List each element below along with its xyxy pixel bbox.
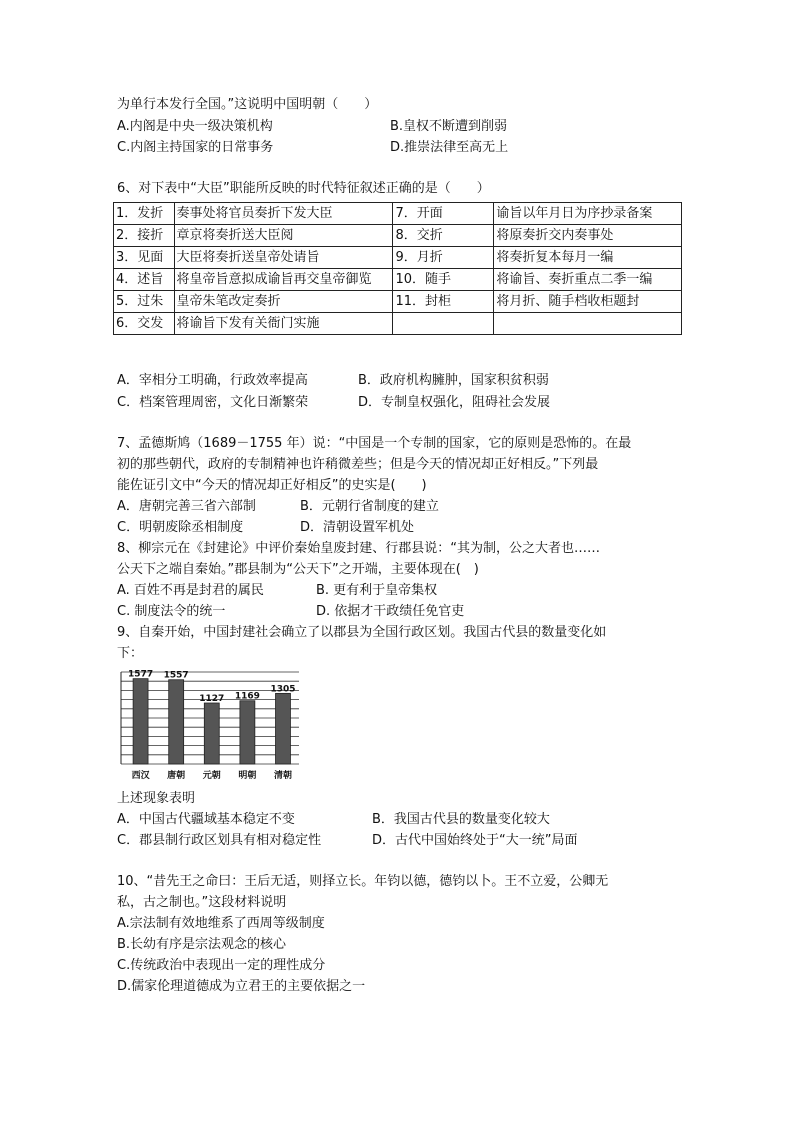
table-cell-duty: 皇帝朱笔改定奏折 [174,291,393,313]
q7-option-a: A．唐朝完善三省六部制 [117,499,256,514]
county-count-bar-chart [117,666,303,782]
q7-stem-line-3: 能佐证引文中“今天的情况却正好相反”的史实是( ) [117,478,427,493]
table-cell-term: 11．封柜 [393,291,494,313]
q8-option-c: C. 制度法令的统一 [117,604,226,619]
q5-stem-tail: 为单行本发行全国。”这说明中国明朝（ ） [117,97,378,112]
q7-option-c: C．明朝废除丞相制度 [117,520,244,535]
q6-stem: 6、对下表中“大臣”职能所反映的时代特征叙述正确的是（ ） [117,181,490,196]
q9-after-chart: 上述现象表明 [117,791,196,806]
table-cell-duty: 将奏折复本每月一编 [494,247,682,269]
table-row [114,203,682,225]
bar-唐朝 [169,680,184,764]
q5-option-c: C.内阁主持国家的日常事务 [117,140,274,155]
table-cell-term: 2．接折 [114,225,175,247]
data-label: 1305 [270,684,296,695]
table-cell-term: 3．见面 [114,247,175,269]
q6-option-d: D．专制皇权强化，阻碍社会发展 [358,395,551,410]
bar-元朝 [204,703,219,764]
q9-option-c: C．郡县制行政区划具有相对稳定性 [117,833,322,848]
table-cell-duty: 将谕旨下发有关衙门实施 [174,313,393,335]
q9-option-a: A．中国古代疆域基本稳定不变 [117,812,295,827]
table-cell-term: 5．过朱 [114,291,175,313]
q6-table [113,202,682,335]
table-cell-term: 6．交发 [114,313,175,335]
data-label: 1127 [199,694,225,705]
table-cell-duty: 奏事处将官员奏折下发大臣 [174,203,393,225]
q5-option-d: D.推崇法律至高无上 [390,140,509,155]
q8-stem-line-1: 8、柳宗元在《封建论》中评价秦始皇废封建、行郡县说：“其为制，公之大者也…… [117,541,601,556]
table-cell-duty: 将原奏折交内奏事处 [494,225,682,247]
q9-option-b: B．我国古代县的数量变化较大 [372,812,550,827]
q10-option-b: B.长幼有序是宗法观念的核心 [117,937,287,952]
table-cell-duty: 谕旨以年月日为序抄录备案 [494,203,682,225]
q5-option-b: B.皇权不断遭到削弱 [390,119,508,134]
q8-stem-line-2: 公天下之端自秦始。”郡县制为“公天下”之开端，主要体现在( ) [117,562,479,577]
table-cell-term: 9．月折 [393,247,494,269]
category-label: 清朝 [273,771,292,781]
table-row [114,247,682,269]
bar-明朝 [240,701,255,764]
bar-西汉 [133,679,148,764]
table-row [114,269,682,291]
data-label: 1557 [163,670,189,681]
table-cell-duty: 将谕旨、奏折重点二季一编 [494,269,682,291]
table-row [114,313,682,335]
q7-option-d: D．清朝设置军机处 [300,520,415,535]
q10-option-a: A.宗法制有效地维系了西周等级制度 [117,916,325,931]
q7-stem-line-1: 7、孟德斯鸠（1689－1755 年）说：“中国是一个专制的国家，它的原则是恐怖的。在最 [117,436,632,451]
category-label: 元朝 [202,771,221,781]
table-cell-duty: 将皇帝旨意拟成谕旨再交皇帝御览 [174,269,393,291]
table-row [114,225,682,247]
q6-option-c: C．档案管理周密，文化日渐繁荣 [117,395,309,410]
q8-option-a: A. 百姓不再是封君的属民 [117,583,264,598]
table-cell-term [393,313,494,335]
table-cell-duty: 将月折、随手档收柜题封 [494,291,682,313]
q6-option-a: A．宰相分工明确，行政效率提高 [117,373,308,388]
table-cell-duty [494,313,682,335]
q10-option-c: C.传统政治中表现出一定的理性成分 [117,958,326,973]
q7-option-b: B．元朝行省制度的建立 [300,499,439,514]
q5-option-a: A.内阁是中央一级决策机构 [117,119,273,134]
category-label: 明朝 [238,771,257,781]
table-cell-term: 10．随手 [393,269,494,291]
q10-stem-line-2: 私，古之制也。”这段材料说明 [117,895,287,910]
q9-stem-line-2: 下： [117,646,144,661]
q8-option-b: B. 更有利于皇帝集权 [316,583,438,598]
data-label: 1169 [234,691,260,702]
table-cell-duty: 章京将奏折送大臣阅 [174,225,393,247]
category-label: 唐朝 [167,771,186,781]
q8-option-d: D. 依据才干政绩任免官吏 [316,604,465,619]
data-label: 1577 [128,669,154,680]
q9-option-d: D．古代中国始终处于“大一统”局面 [372,833,578,848]
table-cell-term: 1．发折 [114,203,175,225]
category-label: 西汉 [131,771,150,781]
q6-option-b: B．政府机构臃肿，国家积贫积弱 [358,373,549,388]
table-cell-term: 8．交折 [393,225,494,247]
q10-option-d: D.儒家伦理道德成为立君王的主要依据之一 [117,979,366,994]
table-cell-duty: 大臣将奏折送皇帝处请旨 [174,247,393,269]
table-row [114,291,682,313]
q7-stem-line-2: 初的那些朝代，政府的专制精神也许稍微差些；但是今天的情况却正好相反。”下列最 [117,457,599,472]
table-cell-term: 4．述旨 [114,269,175,291]
table-cell-term: 7．开面 [393,203,494,225]
bar-清朝 [276,693,291,764]
q10-stem-line-1: 10、“昔先王之命曰：王后无适，则择立长。年钧以德，德钧以卜。王不立爱，公卿无 [117,874,609,889]
q9-stem-line-1: 9、自秦开始，中国封建社会确立了以郡县为全国行政区划。我国古代县的数量变化如 [117,625,607,640]
